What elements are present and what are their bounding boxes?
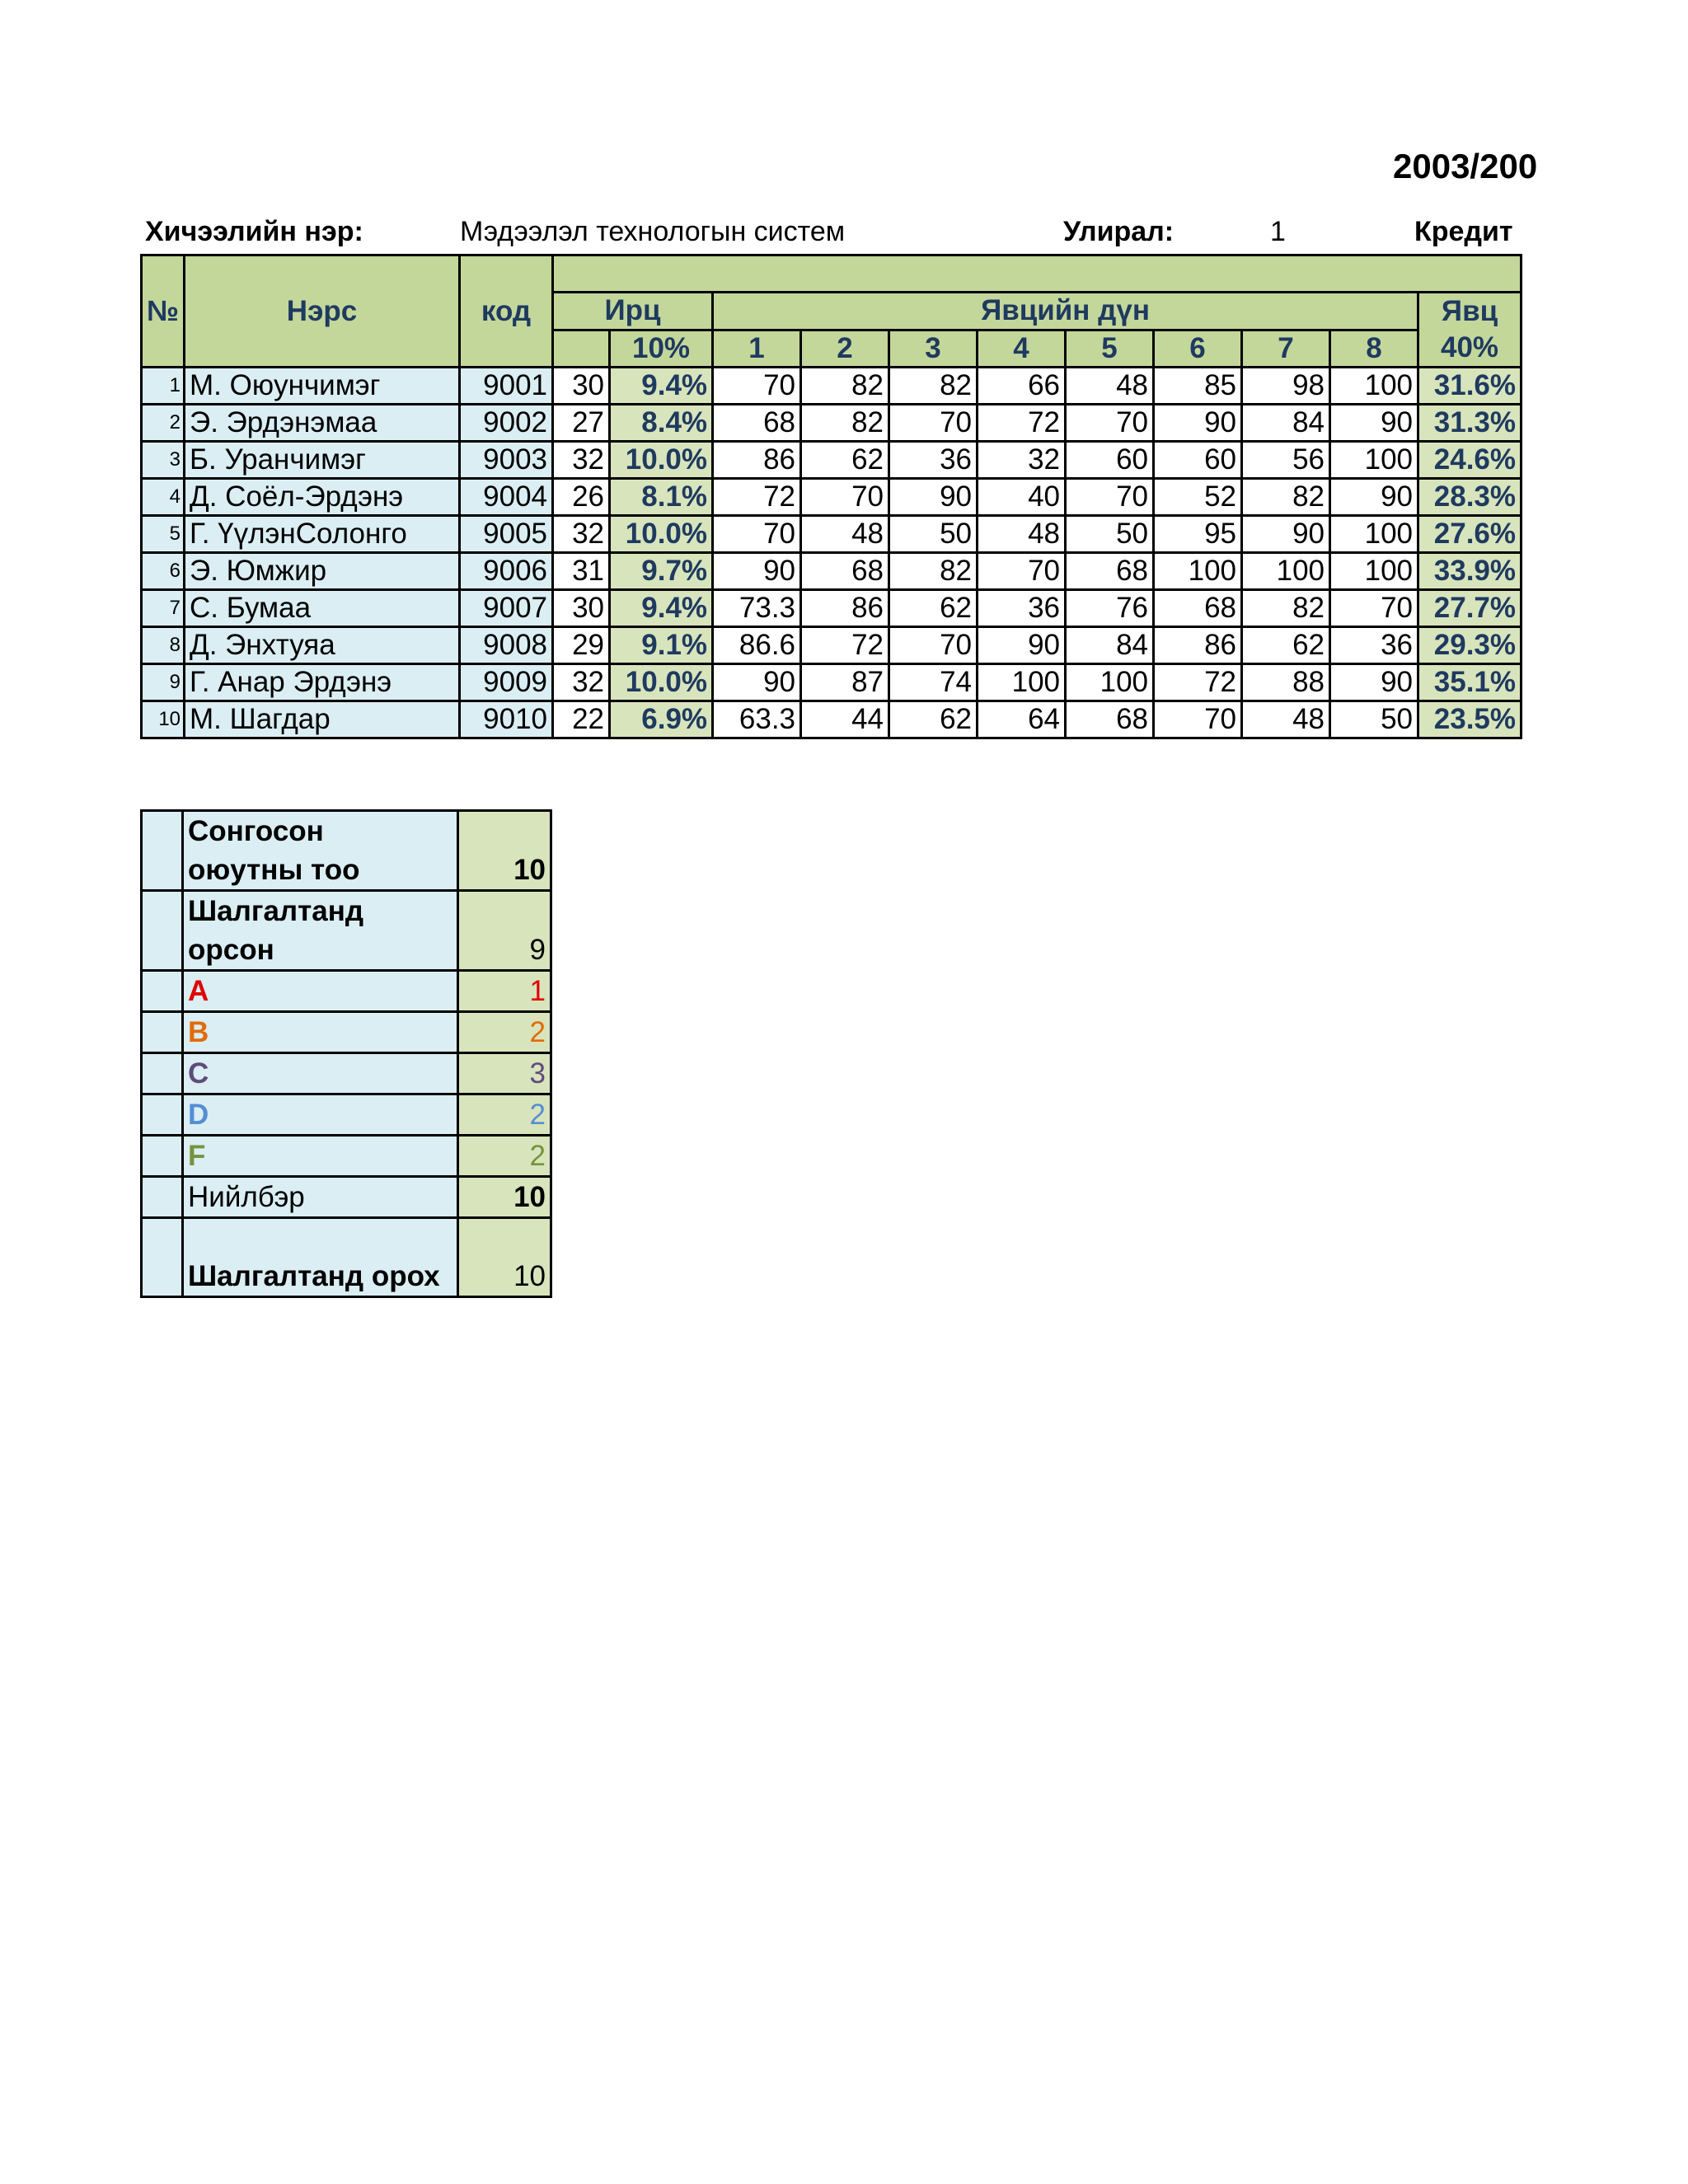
header-progress: Явцийн дүн	[713, 293, 1418, 330]
table-row	[142, 627, 1522, 664]
score-4: 64	[978, 701, 1066, 738]
score-3: 50	[889, 516, 978, 553]
progress-pct: 28.3%	[1418, 479, 1522, 516]
score-1: 73.3	[713, 590, 801, 627]
summary-blank	[142, 1012, 183, 1053]
score-3: 62	[889, 590, 978, 627]
table-row	[142, 701, 1522, 738]
row-number: 9	[142, 664, 185, 701]
summary-row-grade-b	[142, 1012, 551, 1053]
score-5: 84	[1066, 627, 1154, 664]
score-7: 82	[1242, 479, 1330, 516]
student-name: Д. Энхтуяа	[185, 627, 460, 664]
score-6: 70	[1154, 701, 1242, 738]
summary-blank	[142, 971, 183, 1012]
score-5: 68	[1066, 701, 1154, 738]
row-number: 1	[142, 368, 185, 405]
student-name: Э. Юмжир	[185, 553, 460, 590]
score-6: 60	[1154, 442, 1242, 479]
summary-blank	[142, 1094, 183, 1136]
header-score-8: 8	[1330, 330, 1418, 368]
student-code: 9006	[460, 553, 553, 590]
row-number: 3	[142, 442, 185, 479]
score-7: 62	[1242, 627, 1330, 664]
student-code: 9009	[460, 664, 553, 701]
attendance-count: 26	[553, 479, 610, 516]
summary-row-took	[142, 891, 551, 971]
score-7: 100	[1242, 553, 1330, 590]
took-label-line2: орсон	[188, 934, 274, 966]
score-3: 36	[889, 442, 978, 479]
student-code: 9010	[460, 701, 553, 738]
header-name: Нэрс	[185, 255, 460, 368]
took-label-line1: Шалгалтанд	[188, 895, 364, 927]
score-6: 52	[1154, 479, 1242, 516]
summary-table	[140, 809, 552, 1298]
attendance-count: 32	[553, 516, 610, 553]
table-row	[142, 553, 1522, 590]
progress-pct: 33.9%	[1418, 553, 1522, 590]
score-8: 70	[1330, 590, 1418, 627]
score-5: 48	[1066, 368, 1154, 405]
table-row	[142, 479, 1522, 516]
total-value: 10	[458, 1177, 551, 1218]
score-7: 56	[1242, 442, 1330, 479]
selected-value: 10	[458, 811, 551, 891]
progress-pct: 31.3%	[1418, 405, 1522, 442]
student-name: С. Бумаа	[185, 590, 460, 627]
student-name: Г. ҮүлэнСолонго	[185, 516, 460, 553]
student-name: М. Оюунчимэг	[185, 368, 460, 405]
course-name: Мэдээлэл технологын систем	[460, 216, 846, 247]
header-score-2: 2	[801, 330, 889, 368]
will-take-value: 10	[458, 1218, 551, 1297]
table-row	[142, 516, 1522, 553]
summary-row-total	[142, 1177, 551, 1218]
grade-f-value: 2	[458, 1136, 551, 1177]
header-progress-total-label: Явц	[1441, 295, 1498, 327]
score-3: 82	[889, 368, 978, 405]
score-8: 90	[1330, 479, 1418, 516]
score-2: 87	[801, 664, 889, 701]
score-5: 68	[1066, 553, 1154, 590]
score-7: 48	[1242, 701, 1330, 738]
score-4: 66	[978, 368, 1066, 405]
header-score-6: 6	[1154, 330, 1242, 368]
score-5: 76	[1066, 590, 1154, 627]
score-3: 90	[889, 479, 978, 516]
score-2: 48	[801, 516, 889, 553]
progress-pct: 27.6%	[1418, 516, 1522, 553]
score-8: 50	[1330, 701, 1418, 738]
score-6: 85	[1154, 368, 1242, 405]
score-4: 48	[978, 516, 1066, 553]
score-2: 68	[801, 553, 889, 590]
attendance-pct: 9.4%	[610, 590, 713, 627]
header-score-3: 3	[889, 330, 978, 368]
took-label	[183, 891, 458, 971]
summary-blank	[142, 1053, 183, 1094]
row-number: 10	[142, 701, 185, 738]
grade-a-value: 1	[458, 971, 551, 1012]
student-code: 9005	[460, 516, 553, 553]
table-row	[142, 664, 1522, 701]
progress-pct: 31.6%	[1418, 368, 1522, 405]
score-1: 70	[713, 368, 801, 405]
row-number: 6	[142, 553, 185, 590]
grade-f-label: F	[183, 1136, 458, 1177]
grade-b-value: 2	[458, 1012, 551, 1053]
table-row	[142, 405, 1522, 442]
summary-row-selected	[142, 811, 551, 891]
score-4: 72	[978, 405, 1066, 442]
score-2: 62	[801, 442, 889, 479]
student-code: 9008	[460, 627, 553, 664]
semester-value: 1	[1270, 216, 1286, 247]
row-number: 4	[142, 479, 185, 516]
score-2: 72	[801, 627, 889, 664]
header-attendance-count	[553, 330, 610, 368]
semester-label: Улирал:	[1063, 216, 1175, 247]
score-6: 72	[1154, 664, 1242, 701]
student-name: М. Шагдар	[185, 701, 460, 738]
grades-table	[140, 254, 1522, 739]
score-3: 82	[889, 553, 978, 590]
header-score-5: 5	[1066, 330, 1154, 368]
total-label: Нийлбэр	[183, 1177, 458, 1218]
score-5: 50	[1066, 516, 1154, 553]
score-4: 32	[978, 442, 1066, 479]
attendance-pct: 8.4%	[610, 405, 713, 442]
attendance-count: 30	[553, 368, 610, 405]
attendance-count: 32	[553, 442, 610, 479]
score-1: 68	[713, 405, 801, 442]
score-7: 88	[1242, 664, 1330, 701]
student-name: Э. Эрдэнэмаа	[185, 405, 460, 442]
student-name: Б. Уранчимэг	[185, 442, 460, 479]
will-take-label: Шалгалтанд орох	[183, 1218, 458, 1297]
selected-label-line1: Сонгосон	[188, 815, 324, 847]
score-8: 90	[1330, 405, 1418, 442]
summary-blank	[142, 891, 183, 971]
score-4: 40	[978, 479, 1066, 516]
score-6: 68	[1154, 590, 1242, 627]
summary-row-grade-d	[142, 1094, 551, 1136]
table-row	[142, 368, 1522, 405]
header-attendance-pct: 10%	[610, 330, 713, 368]
score-5: 70	[1066, 405, 1154, 442]
score-1: 63.3	[713, 701, 801, 738]
score-5: 70	[1066, 479, 1154, 516]
score-2: 82	[801, 405, 889, 442]
score-2: 44	[801, 701, 889, 738]
progress-pct: 35.1%	[1418, 664, 1522, 701]
score-6: 95	[1154, 516, 1242, 553]
student-code: 9004	[460, 479, 553, 516]
student-code: 9007	[460, 590, 553, 627]
score-5: 60	[1066, 442, 1154, 479]
score-1: 90	[713, 664, 801, 701]
row-number: 7	[142, 590, 185, 627]
score-6: 100	[1154, 553, 1242, 590]
header-progress-total	[1418, 293, 1522, 368]
score-5: 100	[1066, 664, 1154, 701]
score-2: 70	[801, 479, 889, 516]
grade-a-label: A	[183, 971, 458, 1012]
score-7: 90	[1242, 516, 1330, 553]
score-4: 90	[978, 627, 1066, 664]
attendance-pct: 10.0%	[610, 442, 713, 479]
progress-pct: 23.5%	[1418, 701, 1522, 738]
score-1: 90	[713, 553, 801, 590]
score-1: 72	[713, 479, 801, 516]
score-6: 86	[1154, 627, 1242, 664]
took-value: 9	[458, 891, 551, 971]
score-7: 82	[1242, 590, 1330, 627]
grade-d-value: 2	[458, 1094, 551, 1136]
attendance-pct: 9.1%	[610, 627, 713, 664]
summary-row-grade-c	[142, 1053, 551, 1094]
student-name: Г. Анар Эрдэнэ	[185, 664, 460, 701]
attendance-count: 27	[553, 405, 610, 442]
summary-row-grade-f	[142, 1136, 551, 1177]
score-6: 90	[1154, 405, 1242, 442]
attendance-count: 32	[553, 664, 610, 701]
student-code: 9003	[460, 442, 553, 479]
summary-row-will-take	[142, 1218, 551, 1297]
summary-blank	[142, 1218, 183, 1297]
header-code: код	[460, 255, 553, 368]
score-8: 100	[1330, 553, 1418, 590]
attendance-pct: 9.7%	[610, 553, 713, 590]
score-4: 100	[978, 664, 1066, 701]
summary-row-grade-a	[142, 971, 551, 1012]
student-code: 9001	[460, 368, 553, 405]
table-row	[142, 590, 1522, 627]
score-3: 70	[889, 627, 978, 664]
credit-label: Кредит	[1414, 216, 1513, 247]
attendance-count: 31	[553, 553, 610, 590]
summary-blank	[142, 1177, 183, 1218]
header-no: №	[142, 255, 185, 368]
progress-pct: 27.7%	[1418, 590, 1522, 627]
attendance-pct: 8.1%	[610, 479, 713, 516]
table-row	[142, 442, 1522, 479]
course-label: Хичээлийн нэр:	[145, 216, 363, 247]
header-attendance: Ирц	[553, 293, 713, 330]
attendance-pct: 10.0%	[610, 664, 713, 701]
attendance-count: 29	[553, 627, 610, 664]
header-score-4: 4	[978, 330, 1066, 368]
attendance-pct: 9.4%	[610, 368, 713, 405]
selected-label-line2: оюутны тоо	[188, 854, 360, 886]
score-3: 70	[889, 405, 978, 442]
grade-d-label: D	[183, 1094, 458, 1136]
attendance-count: 22	[553, 701, 610, 738]
score-8: 100	[1330, 368, 1418, 405]
student-name: Д. Соёл-Эрдэнэ	[185, 479, 460, 516]
score-2: 82	[801, 368, 889, 405]
score-8: 90	[1330, 664, 1418, 701]
score-7: 98	[1242, 368, 1330, 405]
grade-c-value: 3	[458, 1053, 551, 1094]
score-2: 86	[801, 590, 889, 627]
attendance-count: 30	[553, 590, 610, 627]
score-8: 36	[1330, 627, 1418, 664]
header-score-1: 1	[713, 330, 801, 368]
attendance-pct: 10.0%	[610, 516, 713, 553]
grade-b-label: B	[183, 1012, 458, 1053]
header-band	[553, 255, 1522, 293]
attendance-pct: 6.9%	[610, 701, 713, 738]
score-3: 62	[889, 701, 978, 738]
progress-pct: 29.3%	[1418, 627, 1522, 664]
score-8: 100	[1330, 516, 1418, 553]
score-1: 86.6	[713, 627, 801, 664]
row-number: 2	[142, 405, 185, 442]
score-1: 86	[713, 442, 801, 479]
row-number: 5	[142, 516, 185, 553]
score-1: 70	[713, 516, 801, 553]
summary-blank	[142, 1136, 183, 1177]
header-score-7: 7	[1242, 330, 1330, 368]
summary-blank	[142, 811, 183, 891]
score-3: 74	[889, 664, 978, 701]
header-progress-total-pct: 40%	[1441, 331, 1499, 363]
score-7: 84	[1242, 405, 1330, 442]
score-4: 70	[978, 553, 1066, 590]
year-title: 2003/200	[1393, 147, 1538, 185]
score-8: 100	[1330, 442, 1418, 479]
score-4: 36	[978, 590, 1066, 627]
grade-c-label: C	[183, 1053, 458, 1094]
progress-pct: 24.6%	[1418, 442, 1522, 479]
selected-label	[183, 811, 458, 891]
row-number: 8	[142, 627, 185, 664]
student-code: 9002	[460, 405, 553, 442]
